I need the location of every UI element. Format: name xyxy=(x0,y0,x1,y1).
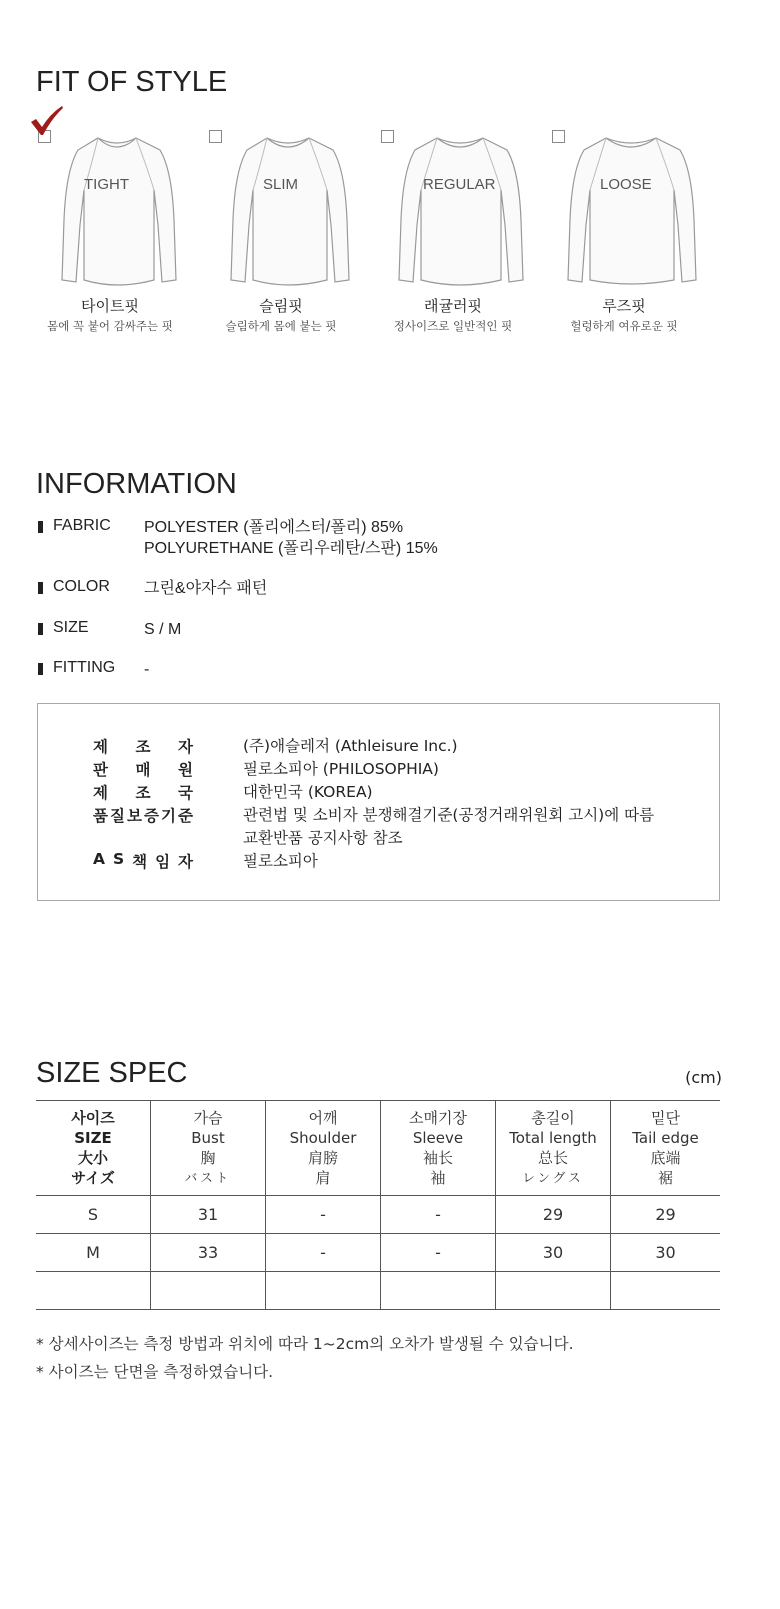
maker-key: 품 질 보 증 기 준 xyxy=(93,807,193,825)
bullet-square xyxy=(38,663,43,675)
unit-label: (cm) xyxy=(685,1068,722,1087)
maker-value-line: 관련법 및 소비자 분쟁해결기준(공정거래위원회 고시)에 따름 xyxy=(243,806,655,824)
fit-label-en: LOOSE xyxy=(600,176,652,193)
maker-value xyxy=(243,804,654,850)
header-total-length: 총길이 Total length 总长 レングス xyxy=(496,1101,611,1196)
shirt-icon xyxy=(564,130,699,290)
info-value-line: POLYURETHANE (폴리우레탄/스판) 15% xyxy=(144,540,438,557)
fit-label-ko: 래귤러핏 xyxy=(424,297,482,315)
maker-value: 필로소피아 (PHILOSOPHIA) xyxy=(243,760,439,778)
fit-option-tight[interactable] xyxy=(30,110,202,350)
table-row xyxy=(36,1196,720,1234)
size-note: * 상세사이즈는 측정 방법과 위치에 따라 1~2cm의 오차가 발생될 수 있습니다. xyxy=(36,1335,574,1353)
info-label: COLOR xyxy=(53,578,110,595)
table-cell: - xyxy=(381,1234,496,1272)
fit-label-en: TIGHT xyxy=(84,176,129,193)
table-cell: - xyxy=(381,1196,496,1234)
table-row xyxy=(36,1272,720,1310)
info-label: FITTING xyxy=(53,659,116,676)
table-cell: 31 xyxy=(151,1196,266,1234)
fit-section-title: FIT OF STYLE xyxy=(36,66,228,98)
fit-label-en: SLIM xyxy=(263,176,299,193)
size-note: * 사이즈는 단면을 측정하였습니다. xyxy=(36,1363,274,1381)
maker-value-line: 교환반품 공지사항 참조 xyxy=(243,829,403,847)
shirt-icon xyxy=(221,130,356,290)
info-value: S / M xyxy=(144,621,182,638)
table-cell: S xyxy=(87,1205,99,1224)
maker-value: 대한민국 (KOREA) xyxy=(243,783,373,801)
maker-key: A S 책 임 자 xyxy=(93,850,193,871)
maker-value: (주)애슬레저 (Athleisure Inc.) xyxy=(243,737,458,755)
table-cell xyxy=(151,1272,266,1310)
maker-value: 필로소피아 xyxy=(243,852,318,870)
info-value: 그린&야자수 패턴 xyxy=(144,580,268,597)
table-cell: 30 xyxy=(611,1234,721,1272)
info-section-title: INFORMATION xyxy=(36,468,237,500)
header-sleeve: 소매기장 Sleeve 袖长 袖 xyxy=(381,1101,496,1196)
bullet-square xyxy=(38,623,43,635)
fit-description: 몸에 꼭 붙어 감싸주는 핏 xyxy=(47,319,173,333)
table-cell: - xyxy=(266,1196,381,1234)
spec-section-title: SIZE SPEC xyxy=(36,1057,188,1089)
info-value: - xyxy=(144,661,150,678)
table-cell xyxy=(611,1272,721,1310)
fit-description: 슬림하게 몸에 붙는 핏 xyxy=(225,319,337,333)
fit-label-ko: 타이트핏 xyxy=(81,297,139,315)
table-row xyxy=(36,1234,720,1272)
info-value-line: POLYESTER (폴리에스터/폴리) 85% xyxy=(144,519,404,536)
fit-options xyxy=(30,110,720,350)
header-bust: 가슴 Bust 胸 バスト xyxy=(151,1101,266,1196)
header-tail-edge: 밑단 Tail edge 底端 裾 xyxy=(611,1101,721,1196)
info-label: FABRIC xyxy=(53,517,111,534)
table-cell: M xyxy=(86,1243,100,1262)
table-header-row xyxy=(36,1101,720,1196)
header-shoulder: 어깨 Shoulder 肩膀 肩 xyxy=(266,1101,381,1196)
maker-key: 판 매 원 xyxy=(93,761,193,779)
table-cell xyxy=(266,1272,381,1310)
table-cell: 30 xyxy=(496,1234,611,1272)
fit-description: 정사이즈로 일반적인 핏 xyxy=(393,319,513,333)
fit-description: 헐렁하게 여유로운 핏 xyxy=(570,319,678,333)
fit-option-slim[interactable] xyxy=(201,110,373,350)
fit-label-en: REGULAR xyxy=(423,176,496,193)
bullet-square xyxy=(38,521,43,533)
table-cell xyxy=(496,1272,611,1310)
shirt-icon xyxy=(50,130,185,290)
table-cell: 29 xyxy=(496,1196,611,1234)
bullet-square xyxy=(38,582,43,594)
table-cell: 29 xyxy=(611,1196,721,1234)
table-cell: - xyxy=(266,1234,381,1272)
size-spec-table xyxy=(36,1100,720,1310)
info-value xyxy=(144,517,438,559)
maker-key: 제 조 국 xyxy=(93,784,193,802)
table-cell: 33 xyxy=(151,1234,266,1272)
fit-option-regular[interactable] xyxy=(373,110,545,350)
manufacturer-info-box xyxy=(37,703,720,901)
header-size: 사이즈 SIZE 大小 サイズ xyxy=(71,1109,115,1187)
checkmark-icon xyxy=(30,106,64,136)
shirt-icon xyxy=(393,130,528,290)
fit-option-loose[interactable] xyxy=(544,110,716,350)
table-cell xyxy=(36,1272,151,1310)
table-cell xyxy=(381,1272,496,1310)
maker-key: 제 조 자 xyxy=(93,738,193,756)
fit-label-ko: 루즈핏 xyxy=(602,297,646,315)
fit-label-ko: 슬림핏 xyxy=(259,297,303,315)
info-label: SIZE xyxy=(53,619,89,636)
